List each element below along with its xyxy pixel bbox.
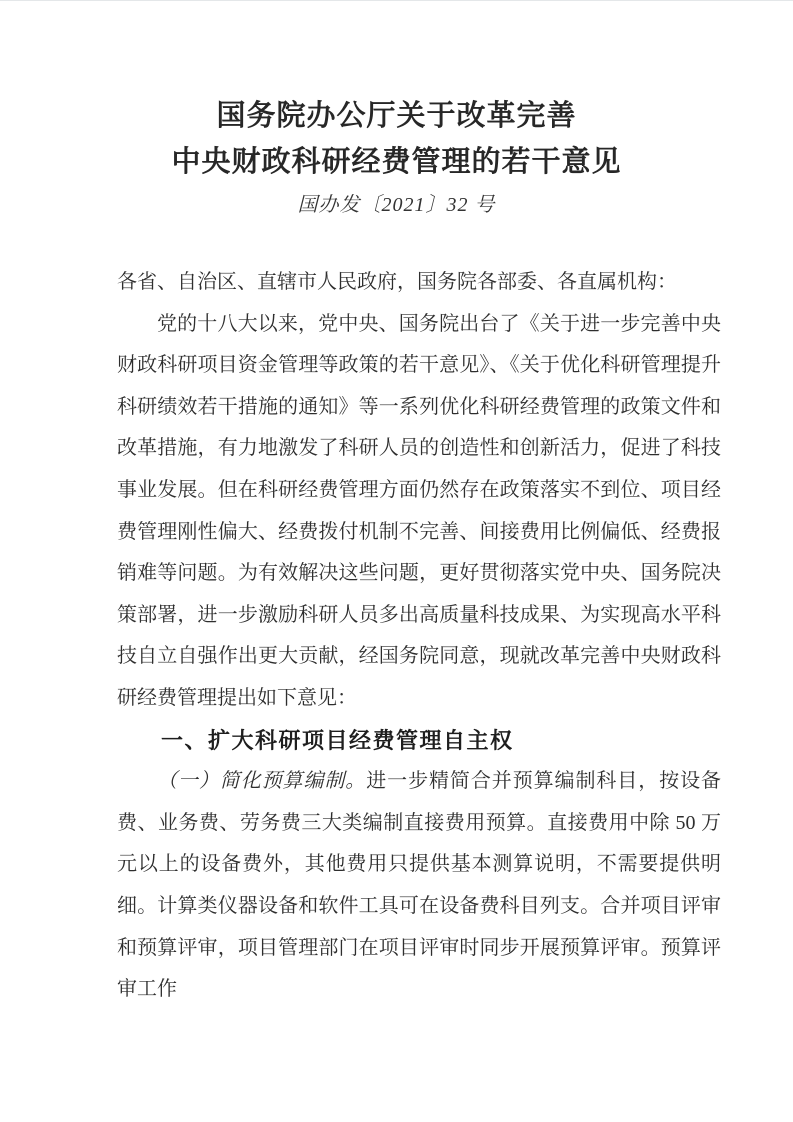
document-number: 国办发〔2021〕32 号 [297, 194, 496, 216]
salutation-line: 各省、自治区、直辖市人民政府，国务院各部委、各直属机构： [117, 271, 677, 293]
item-1-lead: （一）简化预算编制。 [157, 770, 367, 793]
document-title-block [0, 1, 793, 223]
title-line-2: 中央财政科研经费管理的若干意见 [171, 146, 622, 178]
document-body [117, 262, 721, 1011]
item-1-paragraph [117, 761, 721, 1011]
section-1-heading: 一、扩大科研项目经费管理自主权 [161, 727, 514, 753]
intro-paragraph: 党的十八大以来，党中央、国务院出台了《关于进一步完善中央财政科研项目资金管理等政策的若干意见》、《关于优化科研管理提升科研绩效若干措施的通知》等一系列优化科研经费管理的政策文件和改革措施，有力地激发了科研人员的创造性和创新活力，促进了科技事业发展。但在科研经费管理方面仍然存在政策落实不到位、项目经费管理刚性偏大、经费拨付机制不完善、间接费用比例偏低、经费报销难等问题。为有效解决这些问题，更好贯彻落实党中央、国务院决策部署，进一步激励科研人员多出高质量科技成果、为实现高水平科技自立自强作出更大贡献，经国务院同意，现就改革完善中央财政科研经费管理提出如下意见： [117, 312, 721, 709]
title-line-1: 国务院办公厅关于改革完善 [216, 100, 577, 132]
item-1-text: 进一步精简合并预算编制科目，按设备费、业务费、劳务费三大类编制直接费用预算。直接费用中除 50 万元以上的设备费外，其他费用只提供基本测算说明，不需要提供明细。计算类仪器设备和软件工具可在设备费科目列支。合并项目评审和预算评审，项目管理部门在项目评审时同步开展预算评审。预算评审工作 [117, 770, 722, 1001]
